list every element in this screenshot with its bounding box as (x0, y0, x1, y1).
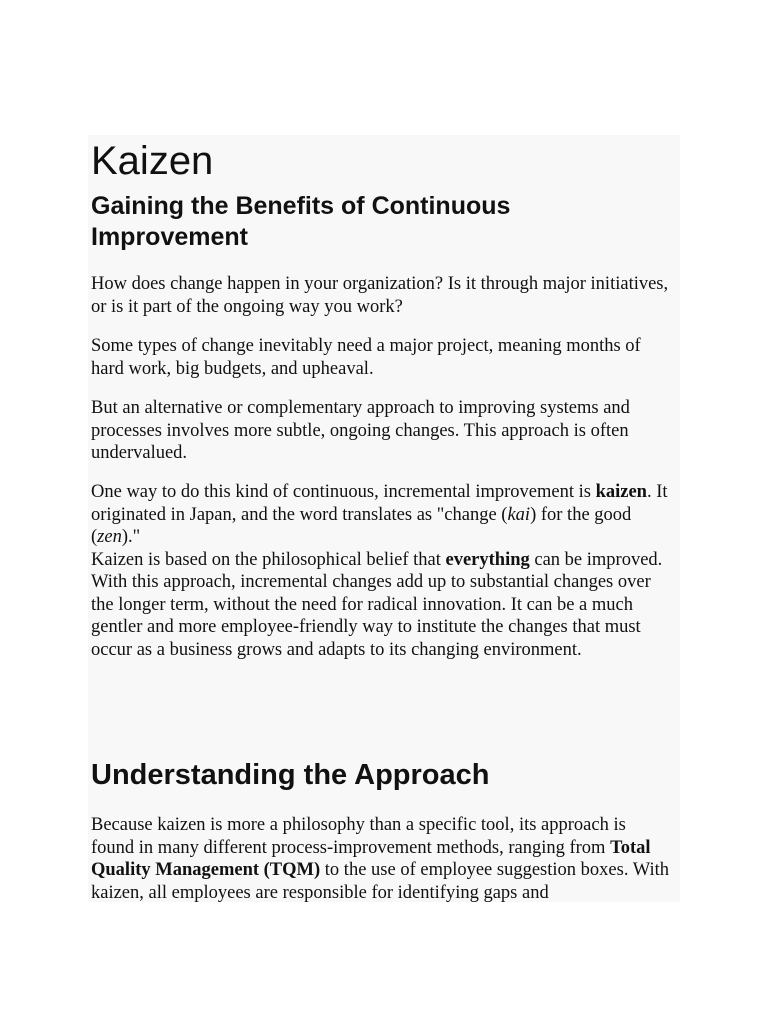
article-title: Kaizen (91, 139, 214, 183)
paragraph-1: How does change happen in your organization? Is it through major initiatives, or is it part of the ongoing way you work? (91, 274, 669, 317)
paragraph-4-text-c: . It originated in Japan, and the word translates as "change ( (91, 482, 668, 525)
paragraph-4-text-g: )." (121, 527, 141, 547)
paragraph-4-text-h: Kaizen is based on the philosophical belief that (91, 549, 446, 570)
kai-term: kai (507, 504, 531, 525)
document-page (88, 135, 680, 902)
paragraph-5-text-c: to the use of employee suggestion boxes. With kaizen, all employees are responsible for identifying gaps and (91, 860, 669, 902)
article-subtitle: Gaining the Benefits of Continuous Improvement (91, 192, 511, 251)
paragraph-4-text-j: can be improved. With this approach, incremental changes add up to substantial changes over the longer term, without the need for radical innovation. It can be a much gentler and more employee-friendly way to institute the changes that must occur as a business grows and adapts to its changing environment. (91, 549, 663, 660)
paragraph-4-text-e: ) for the good ( (91, 504, 632, 547)
paragraph-5 (91, 814, 671, 902)
paragraph-4-text-a: One way to do this kind of continuous, incremental improvement is (91, 482, 596, 502)
paragraph-4 (91, 481, 671, 661)
paragraph-3: But an alternative or complementary approach to improving systems and processes involves more subtle, ongoing changes. This approach is often undervalued. (91, 398, 630, 463)
kaizen-term: kaizen (595, 482, 647, 502)
paragraph-5-text-a: Because kaizen is more a philosophy than a specific tool, its approach is found in many different process-improvement methods, ranging from (91, 815, 626, 858)
zen-term: zen (97, 527, 122, 547)
everything-term: everything (445, 549, 530, 570)
tqm-term: Total Quality Management (TQM) (91, 837, 651, 880)
paragraph-2: Some types of change inevitably need a major project, meaning months of hard work, big budgets, and upheaval. (91, 336, 641, 379)
section-heading: Understanding the Approach (91, 759, 490, 791)
